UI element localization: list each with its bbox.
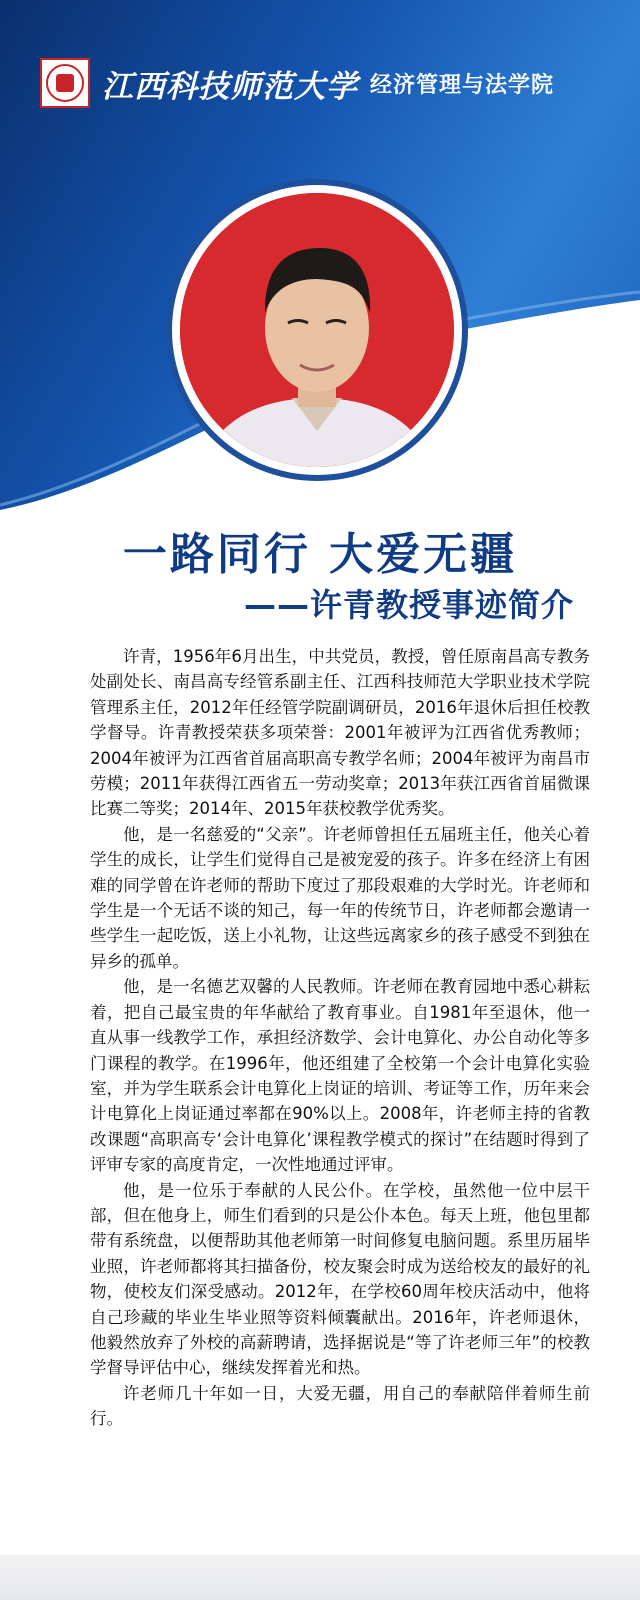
- university-seal-icon: [40, 58, 90, 108]
- paragraph-teacher: 他，是一名德艺双馨的人民教师。许老师在教育园地中悉心耕耘着，把自己最宝贵的年华献给了教育事业。自1981年至退休，他一直从事一线教学工作，承担经济数学、会计电算化、办公自动化等多门课程的教学。在1996年，他还组建了全校第一个会计电算化实验室，并为学生联系会计电算化上岗证的培训、考证等工作，历年来会计电算化上岗证通过率都在90%以上。2008年，许老师主持的省教改课题“高职高专‘会计电算化’课程教学模式的探讨”在结题时得到了评审专家的高度肯定，一次性地通过评审。: [90, 977, 590, 1175]
- paragraph-closing: 许老师几十年如一日，大爱无疆，用自己的奉献陪伴着师生前行。: [90, 1383, 590, 1429]
- paragraph-father: 他，是一名慈爱的“父亲”。许老师曾担任五届班主任，他关心着学生的成长，让学生们觉得自己是被宠爱的孩子。许多在经济上有困难的同学曾在许老师的帮助下度过了那段艰难的大学时光。许老师和学生是一个无话不谈的知己，每一年的传统节日，许老师都会邀请一些学生一起吃饭，送上小礼物，让这些远离家乡的孩子感受不到独在异乡的孤单。: [90, 824, 590, 971]
- college-name: 经济管理与法学院: [370, 71, 555, 98]
- subline: ——许青教授事迹简介: [243, 586, 574, 624]
- headline: 一路同行 大爱无疆: [122, 529, 518, 580]
- footer-band: [0, 1555, 640, 1600]
- biography-text: [90, 644, 590, 1432]
- university-name: 江西科技师范大学: [102, 68, 358, 105]
- header: [40, 56, 554, 110]
- person-photo-icon: [180, 193, 454, 467]
- portrait-photo: [180, 193, 454, 467]
- paragraph-intro: 许青，1956年6月出生，中共党员，教授，曾任原南昌高专教务处副处长、南昌高专经管系副主任、江西科技师范大学职业技术学院管理系主任，2012年任经管学院副调研员，2016年退休后担任校教学督导。许青教授荣获多项荣誉：2001年被评为江西省优秀教师；2004年被评为江西省首届高职高专教学名师；2004年被评为南昌市劳模；2011年获得江西省五一劳动奖章；2013年获江西省首届微课比赛二等奖；2014年、2015年获校教学优秀奖。: [90, 647, 590, 819]
- paragraph-servant: 他，是一位乐于奉献的人民公仆。在学校，虽然他一位中层干部，但在他身上，师生们看到的只是公仆本色。每天上班，他包里都带有系统盘，以便帮助其他老师第一时间修复电脑问题。系里历届毕业照，许老师都将其扫描备份，校友聚会时成为送给校友的最好的礼物，使校友们深受感动。2012年，在学校60周年校庆活动中，他将自己珍藏的毕业生毕业照等资料倾囊献出。2016年，许老师退休，他毅然放弃了外校的高薪聘请，选择据说是“等了许老师三年”的校教学督导评估中心，继续发挥着光和热。: [90, 1180, 590, 1378]
